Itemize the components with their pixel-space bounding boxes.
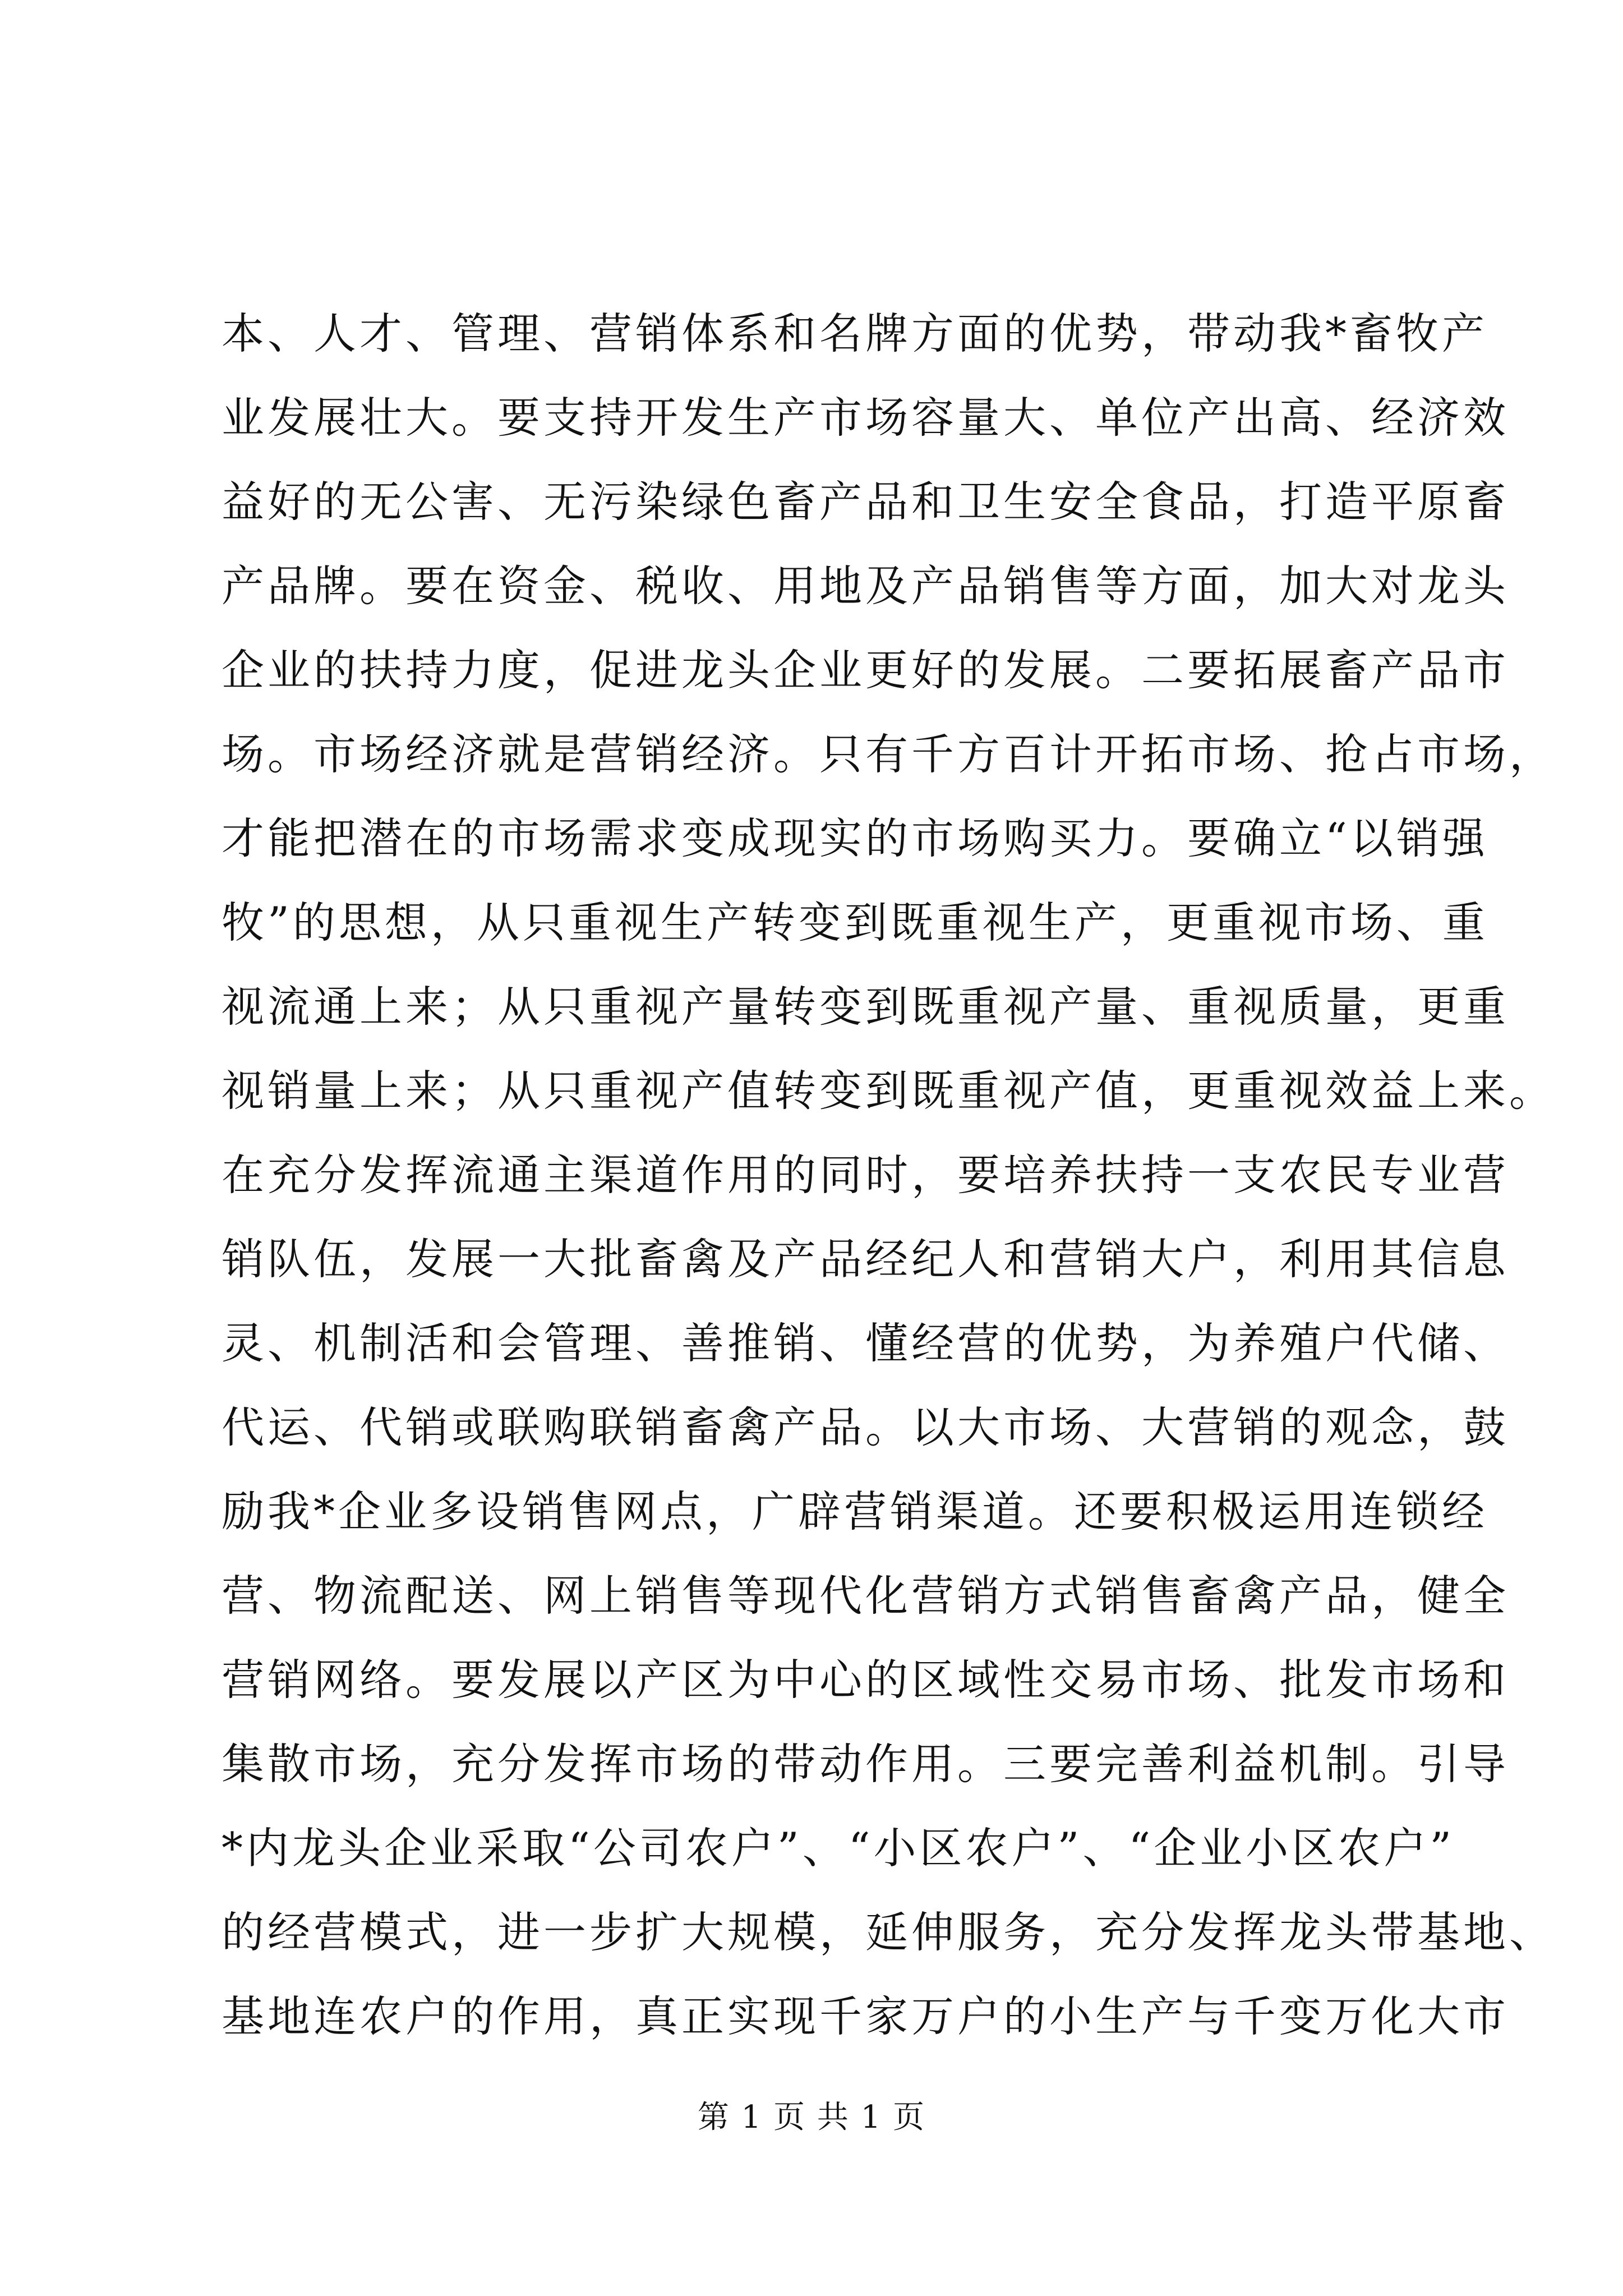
text-line-3: 益好的无公害、无污染绿色畜产品和卫生安全食品，打造平原畜 (222, 477, 1509, 527)
text-line-16: 营、物流配送、网上销售等现代化营销方式销售畜禽产品，健全 (222, 1571, 1509, 1621)
text-line-6: 场。市场经济就是营销经济。只有千方百计开拓市场、抢占市场， (222, 729, 1555, 779)
text-line-7: 才能把潜在的市场需求变成现实的市场购买力。要确立“以销强 (222, 813, 1488, 863)
text-line-20: 的经营模式，进一步扩大规模，延伸服务，充分发挥龙头带基地、 (222, 1907, 1555, 1957)
text-line-1: 本、人才、管理、营销体系和名牌方面的优势，带动我*畜牧产 (222, 309, 1488, 358)
text-line-2: 业发展壮大。要支持开发生产市场容量大、单位产出高、经济效 (222, 393, 1509, 443)
text-line-14: 代运、代销或联购联销畜禽产品。以大市场、大营销的观念，鼓 (222, 1402, 1509, 1452)
page-number-footer: 第 1 页 共 1 页 (697, 2099, 926, 2136)
text-line-12: 销队伍，发展一大批畜禽及产品经纪人和营销大户，利用其信息 (222, 1234, 1509, 1284)
text-line-18: 集散市场，充分发挥市场的带动作用。三要完善利益机制。引导 (222, 1739, 1509, 1789)
text-line-15: 励我*企业多设销售网点，广辟营销渠道。还要积极运用连锁经 (222, 1487, 1488, 1536)
text-line-8: 牧”的思想，从只重视生产转变到既重视生产，更重视市场、重 (222, 898, 1488, 947)
text-line-5: 企业的扶持力度，促进龙头企业更好的发展。二要拓展畜产品市 (222, 645, 1509, 695)
text-line-4: 产品牌。要在资金、税收、用地及产品销售等方面，加大对龙头 (222, 561, 1509, 611)
text-line-13: 灵、机制活和会管理、善推销、懂经营的优势，为养殖户代储、 (222, 1318, 1509, 1368)
text-line-19: *内龙头企业采取“公司农户”、“小区农户”、“企业小区农户” (222, 1823, 1455, 1873)
body-text (222, 292, 1555, 2059)
text-line-11: 在充分发挥流通主渠道作用的同时，要培养扶持一支农民专业营 (222, 1150, 1509, 1200)
text-line-10: 视销量上来；从只重视产值转变到既重视产值，更重视效益上来。 (222, 1066, 1555, 1116)
text-line-9: 视流通上来；从只重视产量转变到既重视产量、重视质量，更重 (222, 982, 1509, 1032)
text-line-17: 营销网络。要发展以产区为中心的区域性交易市场、批发市场和 (222, 1655, 1509, 1705)
text-line-21: 基地连农户的作用，真正实现千家万户的小生产与千变万化大市 (222, 1991, 1509, 2041)
